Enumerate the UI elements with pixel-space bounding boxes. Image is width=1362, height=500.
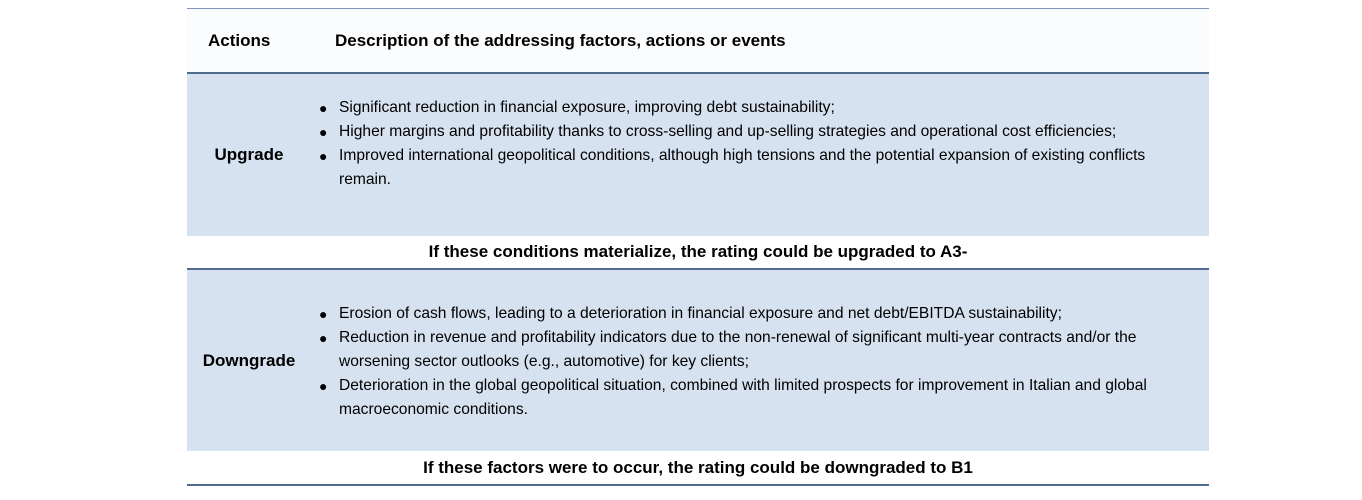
bullet-icon: ●: [319, 100, 328, 116]
bullet-icon: ●: [319, 330, 328, 346]
list-item: [319, 96, 1169, 120]
list-item-text: Improved international geopolitical conditions, although high tensions and the potential expansion of existing conflicts remain.: [339, 147, 1146, 188]
header-description: Description of the addressing factors, actions or events: [335, 30, 786, 50]
downgrade-row: [187, 270, 1209, 451]
header-actions: Actions: [208, 30, 271, 50]
downgrade-summary: If these factors were to occur, the rating could be downgraded to B1: [187, 451, 1209, 484]
bullet-icon: ●: [319, 148, 328, 164]
upgrade-summary: If these conditions materialize, the rating could be upgraded to A3-: [187, 236, 1209, 268]
rating-actions-table: [187, 8, 1209, 486]
table-header: [187, 9, 1209, 72]
list-item-text: Deterioration in the global geopolitical situation, combined with limited prospects for improvement in Italian and global macroeconomic conditions.: [339, 377, 1147, 418]
upgrade-label: Upgrade: [214, 145, 284, 164]
upgrade-row: [187, 74, 1209, 236]
bullet-icon: ●: [319, 124, 328, 140]
upgrade-content: [311, 74, 1209, 236]
downgrade-list: [311, 302, 1169, 422]
list-item-text: Erosion of cash flows, leading to a deterioration in financial exposure and net debt/EBITDA sustainability;: [339, 305, 1062, 322]
list-item-text: Significant reduction in financial exposure, improving debt sustainability;: [339, 99, 835, 116]
list-item-text: Higher margins and profitability thanks to cross-selling and up-selling strategies and operational cost efficiencies;: [339, 123, 1117, 140]
list-item: [319, 326, 1169, 374]
bullet-icon: ●: [319, 378, 328, 394]
downgrade-content: [311, 270, 1209, 451]
bullet-icon: ●: [319, 306, 328, 322]
list-item: [319, 374, 1169, 422]
bottom-rule: [187, 484, 1209, 486]
list-item: [319, 302, 1169, 326]
upgrade-list: [311, 96, 1169, 192]
list-item: [319, 120, 1169, 144]
list-item: [319, 144, 1169, 192]
list-item-text: Reduction in revenue and profitability indicators due to the non-renewal of significant multi-year contracts and/or the worsening sector outlooks (e.g., automotive) for key clients;: [339, 329, 1137, 370]
downgrade-label: Downgrade: [202, 350, 296, 370]
